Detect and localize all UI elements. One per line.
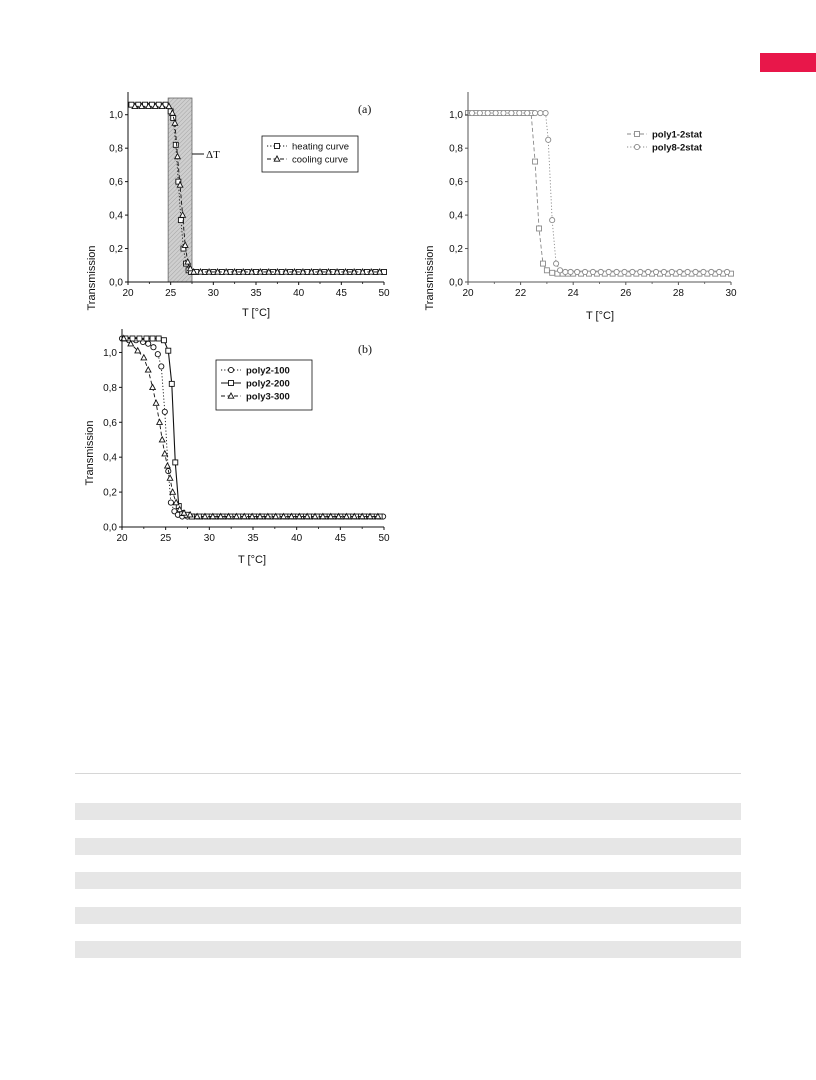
x-tick-label: 30 [203, 533, 215, 544]
y-tick-label: 0,2 [449, 244, 463, 256]
data-point [575, 269, 580, 274]
data-point [493, 110, 498, 115]
legend-label: poly1-2stat [652, 129, 703, 141]
data-point [477, 110, 482, 115]
data-point [162, 451, 168, 456]
x-tick-label: 50 [378, 533, 390, 544]
series-heating curve [129, 102, 387, 274]
y-tick-label: 0,2 [103, 487, 117, 499]
delta-t-label: ΔT [206, 149, 220, 161]
legend-a [262, 136, 358, 172]
data-point [630, 269, 635, 274]
y-tick-label: 0,6 [103, 417, 117, 429]
panel-label-a: (a) [358, 102, 372, 116]
data-point [550, 270, 555, 275]
y-tick-label: 0,8 [109, 143, 123, 155]
data-point [151, 345, 156, 350]
data-point [141, 355, 147, 360]
data-point [724, 269, 729, 274]
legend-marker [275, 144, 280, 149]
data-point [469, 110, 474, 115]
y-tick-label: 0,4 [109, 210, 123, 222]
data-point [590, 269, 595, 274]
data-point [170, 489, 176, 494]
data-point [525, 110, 530, 115]
data-point [540, 261, 545, 266]
legend-marker [229, 381, 234, 386]
legend-label: heating curve [292, 141, 350, 153]
data-point [701, 269, 706, 274]
y-axis-label-a: Transmission [86, 245, 98, 311]
x-tick-label: 50 [378, 288, 390, 299]
table-band-row [75, 838, 741, 855]
table-band-row [75, 872, 741, 889]
legend-marker [634, 144, 639, 149]
data-point [167, 475, 173, 480]
data-point [538, 110, 543, 115]
data-point [677, 269, 682, 274]
data-point [159, 437, 165, 442]
panel-label-b: (b) [358, 342, 372, 356]
data-point [144, 336, 149, 341]
data-point [165, 463, 171, 468]
legend-label: cooling curve [292, 154, 348, 166]
x-tick-label: 40 [291, 533, 303, 544]
x-tick-label: 26 [620, 288, 632, 299]
data-point [517, 110, 522, 115]
data-point [153, 400, 159, 405]
data-point [145, 367, 151, 372]
data-point [157, 419, 163, 424]
table-top-rule [75, 773, 741, 774]
accent-tab [760, 53, 816, 72]
data-point [162, 409, 167, 414]
y-tick-label: 0,4 [103, 452, 117, 464]
data-point [638, 269, 643, 274]
data-point [509, 110, 514, 115]
data-point [533, 159, 538, 164]
x-tick-label: 20 [116, 533, 128, 544]
x-tick-label: 40 [293, 288, 305, 299]
y-tick-label: 0,6 [109, 177, 123, 189]
legend-marker [228, 367, 233, 372]
data-point [168, 500, 173, 505]
y-tick-label: 0,0 [109, 277, 123, 289]
data-point [606, 269, 611, 274]
x-tick-label: 24 [567, 288, 579, 299]
data-point [485, 110, 490, 115]
data-point [646, 269, 651, 274]
data-point [155, 352, 160, 357]
y-tick-label: 0,0 [103, 522, 117, 534]
legend-marker [635, 132, 640, 137]
legend-label: poly2-200 [246, 378, 290, 390]
data-point [146, 341, 151, 346]
data-point [169, 381, 174, 386]
chart-b [82, 325, 402, 569]
legend-b [216, 360, 312, 410]
data-point [669, 269, 674, 274]
data-point [685, 269, 690, 274]
x-tick-label: 28 [672, 288, 684, 299]
data-point [653, 269, 658, 274]
legend-label: poly2-100 [246, 365, 290, 377]
y-tick-label: 0,2 [109, 244, 123, 256]
y-tick-label: 1,0 [449, 110, 463, 122]
y-axis-label-c: Transmission [424, 245, 436, 311]
data-point [166, 348, 171, 353]
chart-a [82, 88, 402, 322]
x-tick-label: 35 [250, 288, 262, 299]
x-tick-label: 20 [122, 288, 134, 299]
data-point [150, 336, 155, 341]
x-tick-label: 35 [247, 533, 259, 544]
data-point [159, 364, 164, 369]
data-point [661, 269, 666, 274]
data-point [563, 269, 568, 274]
x-tick-label: 20 [462, 288, 474, 299]
y-tick-label: 0,0 [449, 277, 463, 289]
data-point [582, 269, 587, 274]
data-point [554, 261, 559, 266]
table-band-row [75, 803, 741, 820]
x-tick-label: 45 [334, 533, 346, 544]
legend-item [627, 130, 703, 141]
legend-label: poly3-300 [246, 391, 290, 403]
x-tick-label: 45 [335, 288, 347, 299]
data-point [614, 269, 619, 274]
data-point [178, 218, 183, 223]
x-tick-label: 25 [165, 288, 177, 299]
x-tick-label: 30 [725, 288, 737, 299]
data-point [532, 110, 537, 115]
data-point [568, 269, 573, 274]
legend-c [627, 130, 703, 154]
data-point [717, 269, 722, 274]
data-point [150, 384, 156, 389]
x-tick-label: 30 [207, 288, 219, 299]
chart-c [422, 88, 742, 324]
data-point [598, 269, 603, 274]
data-point [622, 269, 627, 274]
y-tick-label: 0,8 [103, 382, 117, 394]
data-point [543, 110, 548, 115]
data-point [137, 336, 142, 341]
x-axis-label-a: T [°C] [241, 307, 271, 319]
legend-label: poly8-2stat [652, 142, 703, 154]
data-point [550, 218, 555, 223]
y-axis-label-b: Transmission [84, 420, 96, 486]
data-point [501, 110, 506, 115]
table-band-row [75, 941, 741, 958]
y-tick-label: 1,0 [109, 110, 123, 122]
x-tick-label: 25 [160, 533, 172, 544]
data-point [557, 268, 562, 273]
data-point [537, 226, 542, 231]
y-tick-label: 0,8 [449, 143, 463, 155]
data-point [156, 336, 161, 341]
y-tick-label: 0,4 [449, 210, 463, 222]
data-point [546, 137, 551, 142]
x-axis-label-b: T [°C] [237, 554, 267, 566]
legend-item [627, 143, 703, 154]
y-tick-label: 1,0 [103, 347, 117, 359]
y-tick-label: 0,6 [449, 177, 463, 189]
table-band-row [75, 907, 741, 924]
data-point [544, 268, 549, 273]
data-point [693, 269, 698, 274]
data-point [709, 269, 714, 274]
x-axis-label-c: T [°C] [585, 310, 615, 322]
data-point [173, 460, 178, 465]
data-point [173, 142, 178, 147]
data-point [161, 338, 166, 343]
x-tick-label: 22 [515, 288, 527, 299]
